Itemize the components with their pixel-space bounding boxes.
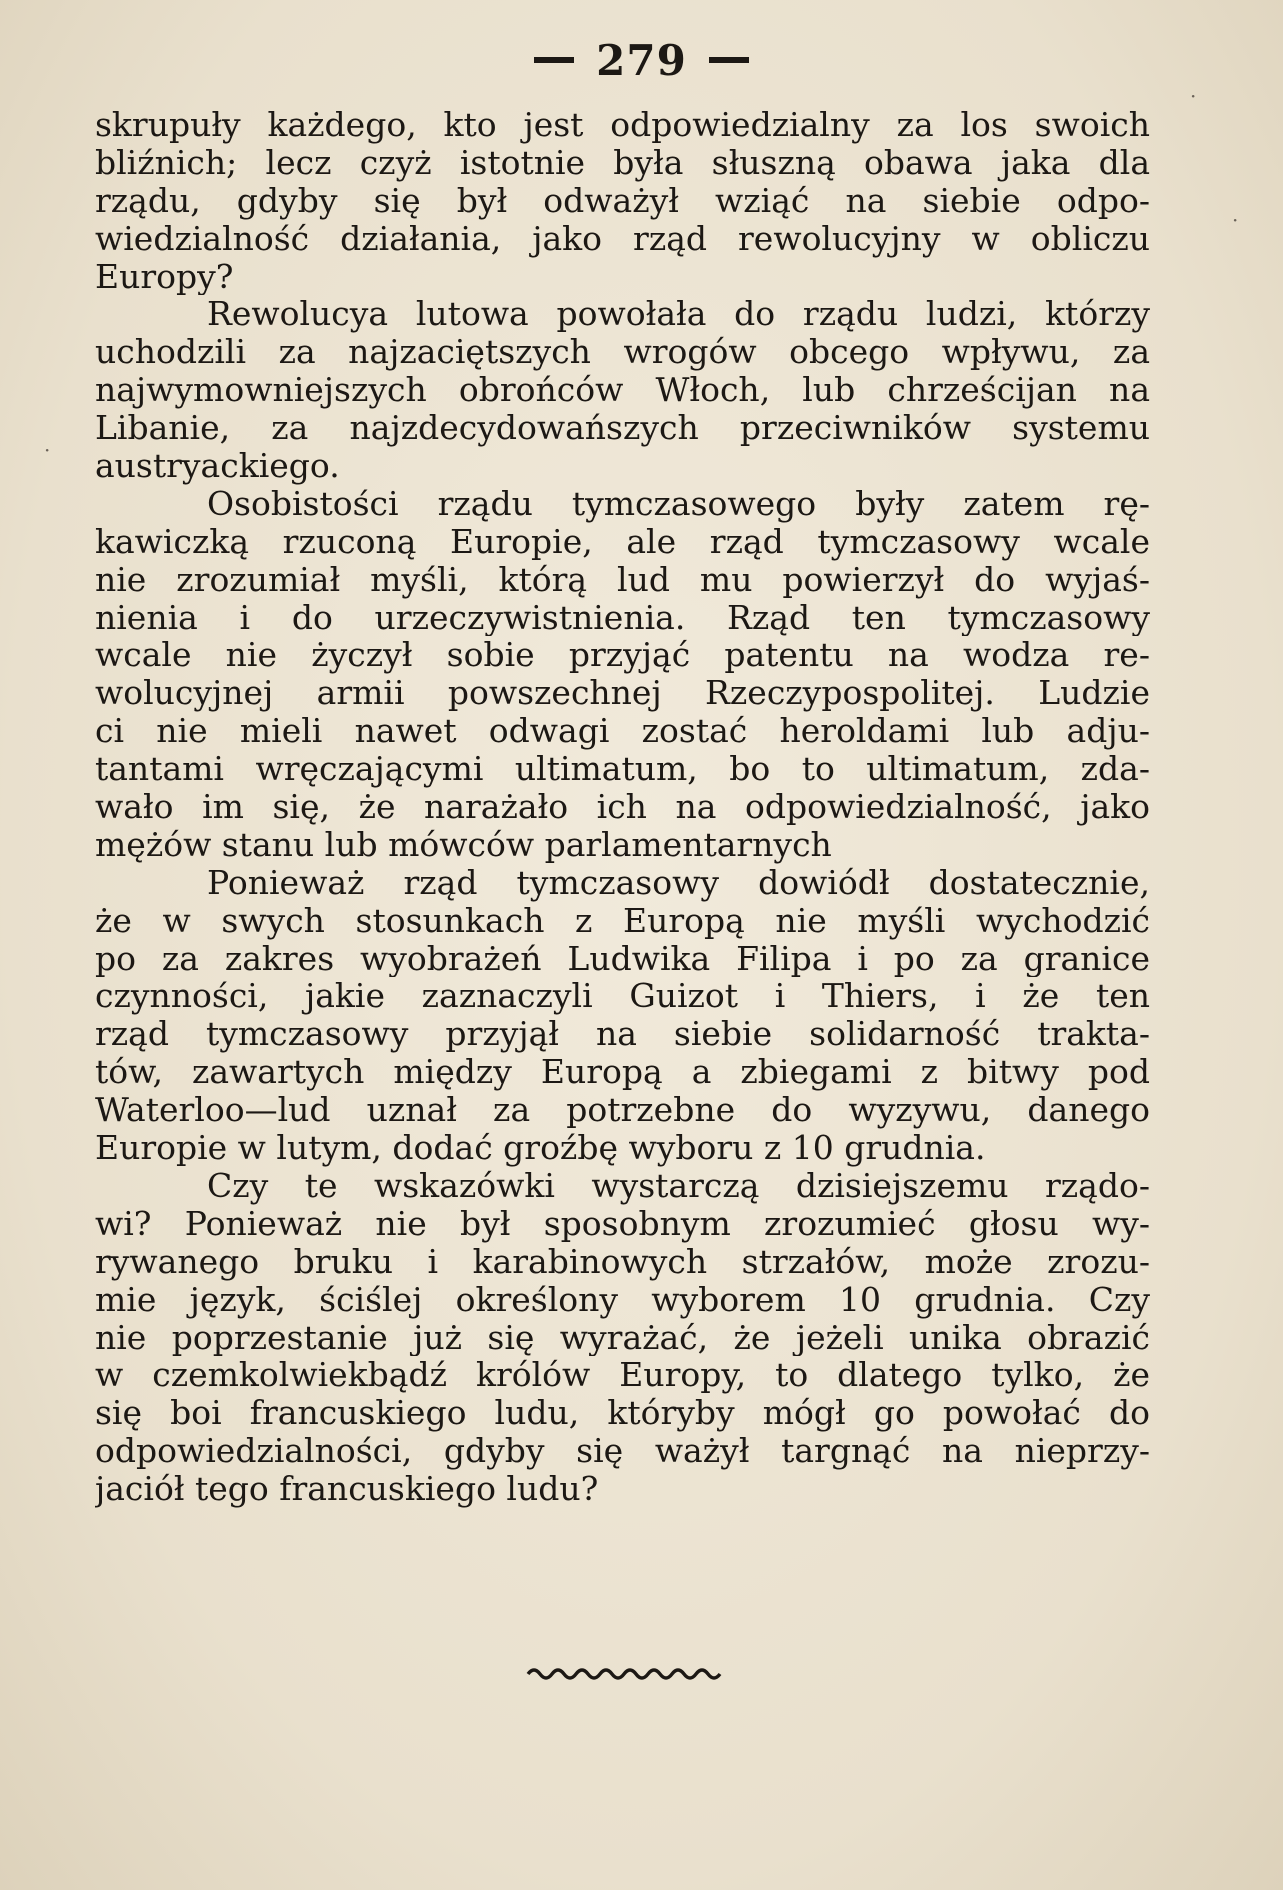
body-text bbox=[95, 106, 1150, 1508]
text-line: wi? Ponieważ nie był sposobnym zrozumieć głosu wy- bbox=[95, 1204, 1150, 1243]
margin-speck: · bbox=[1190, 84, 1197, 108]
text-line: nienia i do urzeczywistnienia. Rząd ten tymczasowy bbox=[95, 598, 1150, 637]
margin-speck: · bbox=[1232, 208, 1239, 232]
text-line: Libanie, za najzdecydowańszych przeciwników systemu bbox=[95, 409, 1150, 448]
text-line: tów, zawartych między Europą a zbiegami z bitwy pod bbox=[95, 1053, 1150, 1092]
text-line: nie zrozumiał myśli, którą lud mu powierzył do wyjaś- bbox=[95, 560, 1150, 599]
text-line: po za zakres wyobrażeń Ludwika Filipa i po za granice bbox=[95, 939, 1150, 978]
page-number bbox=[0, 36, 1283, 85]
text-line: Waterloo—lud uznał za potrzebne do wyzywu, danego bbox=[95, 1091, 1150, 1130]
text-line: kawiczką rzuconą Europie, ale rząd tymczasowy wcale bbox=[95, 522, 1150, 561]
text-line: się boi francuskiego ludu, któryby mógł go powołać do bbox=[95, 1394, 1150, 1433]
text-line: mie język, ściślej określony wyborem 10 grudnia. Czy bbox=[95, 1280, 1150, 1319]
text-line: najwymowniejszych obrońców Włoch, lub chrześcijan na bbox=[95, 371, 1150, 410]
text-line: Osobistości rządu tymczasowego były zatem rę- bbox=[207, 484, 1150, 523]
text-line: Ponieważ rząd tymczasowy dowiódł dostatecznie, bbox=[207, 863, 1150, 902]
text-line: ci nie mieli nawet odwagi zostać heroldami lub adju- bbox=[95, 712, 1150, 751]
text-line: wiedzialność działania, jako rząd rewolucyjny w obliczu bbox=[95, 219, 1150, 258]
text-line: mężów stanu lub mówców parlamentarnych bbox=[95, 825, 832, 864]
text-line: Europie w lutym, dodać groźbę wyboru z 10 grudnia. bbox=[95, 1129, 986, 1167]
text-line: rządu, gdyby się był odważył wziąć na siebie odpo- bbox=[95, 181, 1150, 220]
text-line: jaciół tego francuskiego ludu? bbox=[95, 1470, 599, 1508]
text-line: rząd tymczasowy przyjął na siebie solidarność trakta- bbox=[95, 1015, 1150, 1054]
left-dash bbox=[534, 57, 574, 63]
text-line: austryackiego. bbox=[95, 447, 340, 485]
text-line: bliźnich; lecz czyż istotnie była słuszną obawa jaka dla bbox=[95, 143, 1150, 182]
text-line: Europy? bbox=[95, 257, 234, 296]
text-line: rywanego bruku i karabinowych strzałów, może zrozu- bbox=[95, 1242, 1150, 1281]
text-line: tantami wręczającymi ultimatum, bo to ultimatum, zda- bbox=[95, 750, 1150, 789]
text-line: Czy te wskazówki wystarczą dzisiejszemu rządo- bbox=[207, 1166, 1150, 1205]
right-dash bbox=[709, 57, 749, 63]
text-line: uchodzili za najzaciętszych wrogów obcego wpływu, za bbox=[95, 333, 1150, 372]
text-line: w czemkolwiekbądź królów Europy, to dlatego tylko, że bbox=[95, 1356, 1150, 1395]
page-number-text: 279 bbox=[596, 36, 687, 85]
text-line: że w swych stosunkach z Europą nie myśli wychodzić bbox=[95, 901, 1150, 940]
text-line: wolucyjnej armii powszechnej Rzeczypospolitej. Ludzie bbox=[95, 674, 1150, 713]
text-line: czynności, jakie zaznaczyli Guizot i Thiers, i że ten bbox=[95, 977, 1150, 1016]
text-line: skrupuły każdego, kto jest odpowiedzialny za los swoich bbox=[95, 106, 1150, 144]
margin-speck: · bbox=[44, 438, 51, 462]
text-line: nie poprzestanie już się wyrażać, że jeżeli unika obrazić bbox=[95, 1318, 1150, 1357]
text-line: odpowiedzialności, gdyby się ważył targnąć na nieprzy- bbox=[95, 1432, 1150, 1471]
text-line: wało im się, że narażało ich na odpowiedzialność, jako bbox=[95, 788, 1150, 826]
wavy-ornament bbox=[526, 1664, 726, 1684]
text-line: Rewolucya lutowa powołała do rządu ludzi, którzy bbox=[207, 295, 1150, 334]
text-line: wcale nie życzył sobie przyjąć patentu na wodza re- bbox=[95, 636, 1150, 675]
